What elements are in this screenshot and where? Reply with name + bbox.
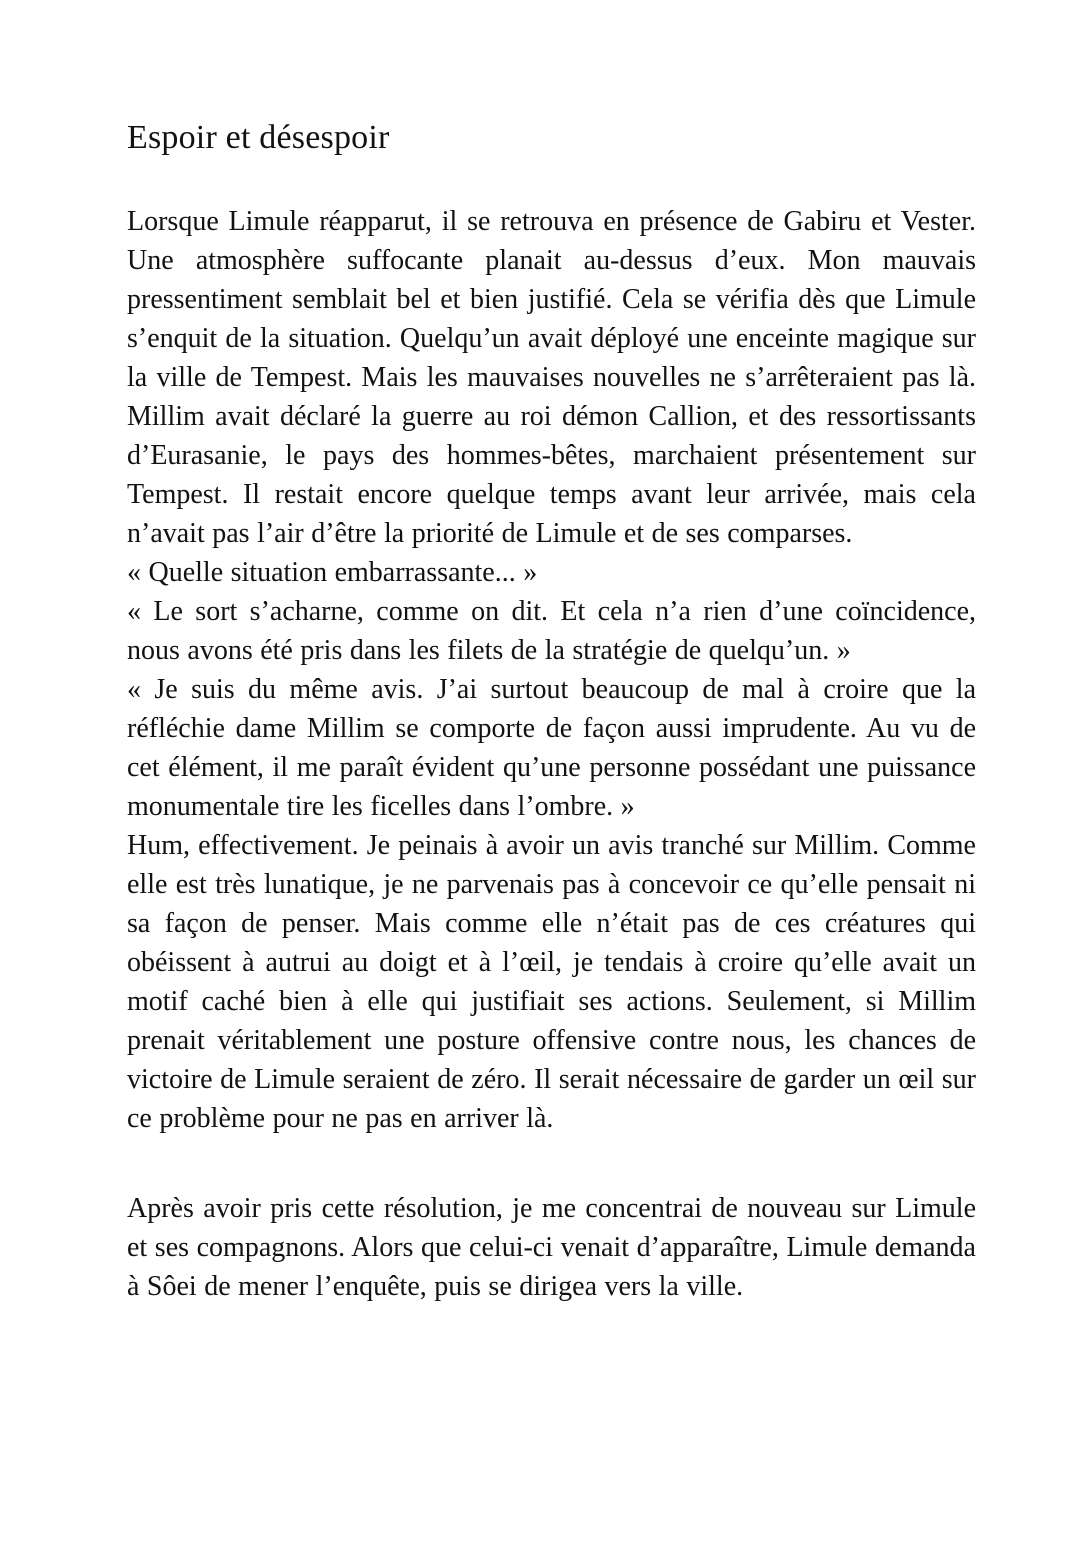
paragraph-dialogue-1: « Quelle situation embarrassante... » <box>127 557 538 588</box>
paragraph-narration-3: Après avoir pris cette résolution, je me concentrai de nouveau sur Limule et ses compagnons. Alors que celui-ci venait d’apparaître, Limule demanda à Sôei de mener l’enquête, puis se dirigea vers la ville. <box>127 1193 976 1302</box>
chapter-title: Espoir et désespoir <box>127 119 390 156</box>
paragraph-dialogue-3: « Je suis du même avis. J’ai surtout beaucoup de mal à croire que la réfléchie dame Millim se comporte de façon aussi imprudente. Au vu de cet élément, il me paraît évident qu’une personne possédant une puissance monumentale tire les ficelles dans l’ombre. » <box>127 674 976 822</box>
paragraph-narration-2: Hum, effectivement. Je peinais à avoir un avis tranché sur Millim. Comme elle est très lunatique, je ne parvenais pas à concevoir ce qu’elle pensait ni sa façon de penser. Mais comme elle n’était pas de ces créatures qui obéissent à autrui au doigt et à l’œil, je tendais à croire qu’elle avait un motif caché bien à elle qui justifiait ses actions. Seulement, si Millim prenait véritablement une posture offensive contre nous, les chances de victoire de Limule seraient de zéro. Il serait nécessaire de garder un œil sur ce problème pour ne pas en arriver là. <box>127 830 976 1134</box>
paragraph-narration-1: Lorsque Limule réapparut, il se retrouva en présence de Gabiru et Vester. Une atmosphère suffocante planait au-dessus d’eux. Mon mauvais pressentiment semblait bel et bien justifié. Cela se vérifia dès que Limule s’enquit de la situation. Quelqu’un avait déployé une enceinte magique sur la ville de Tempest. Mais les mauvaises nouvelles ne s’arrêteraient pas là. Millim avait déclaré la guerre au roi démon Callion, et des ressortissants d’Eurasanie, le pays des hommes-bêtes, marchaient présentement sur Tempest. Il restait encore quelque temps avant leur arrivée, mais cela n’avait pas l’air d’être la priorité de Limule et de ses comparses. <box>127 206 976 549</box>
chapter-body <box>127 202 976 1306</box>
paragraph-dialogue-2: « Le sort s’acharne, comme on dit. Et cela n’a rien d’une coïncidence, nous avons été pris dans les filets de la stratégie de quelqu’un. » <box>127 596 976 666</box>
